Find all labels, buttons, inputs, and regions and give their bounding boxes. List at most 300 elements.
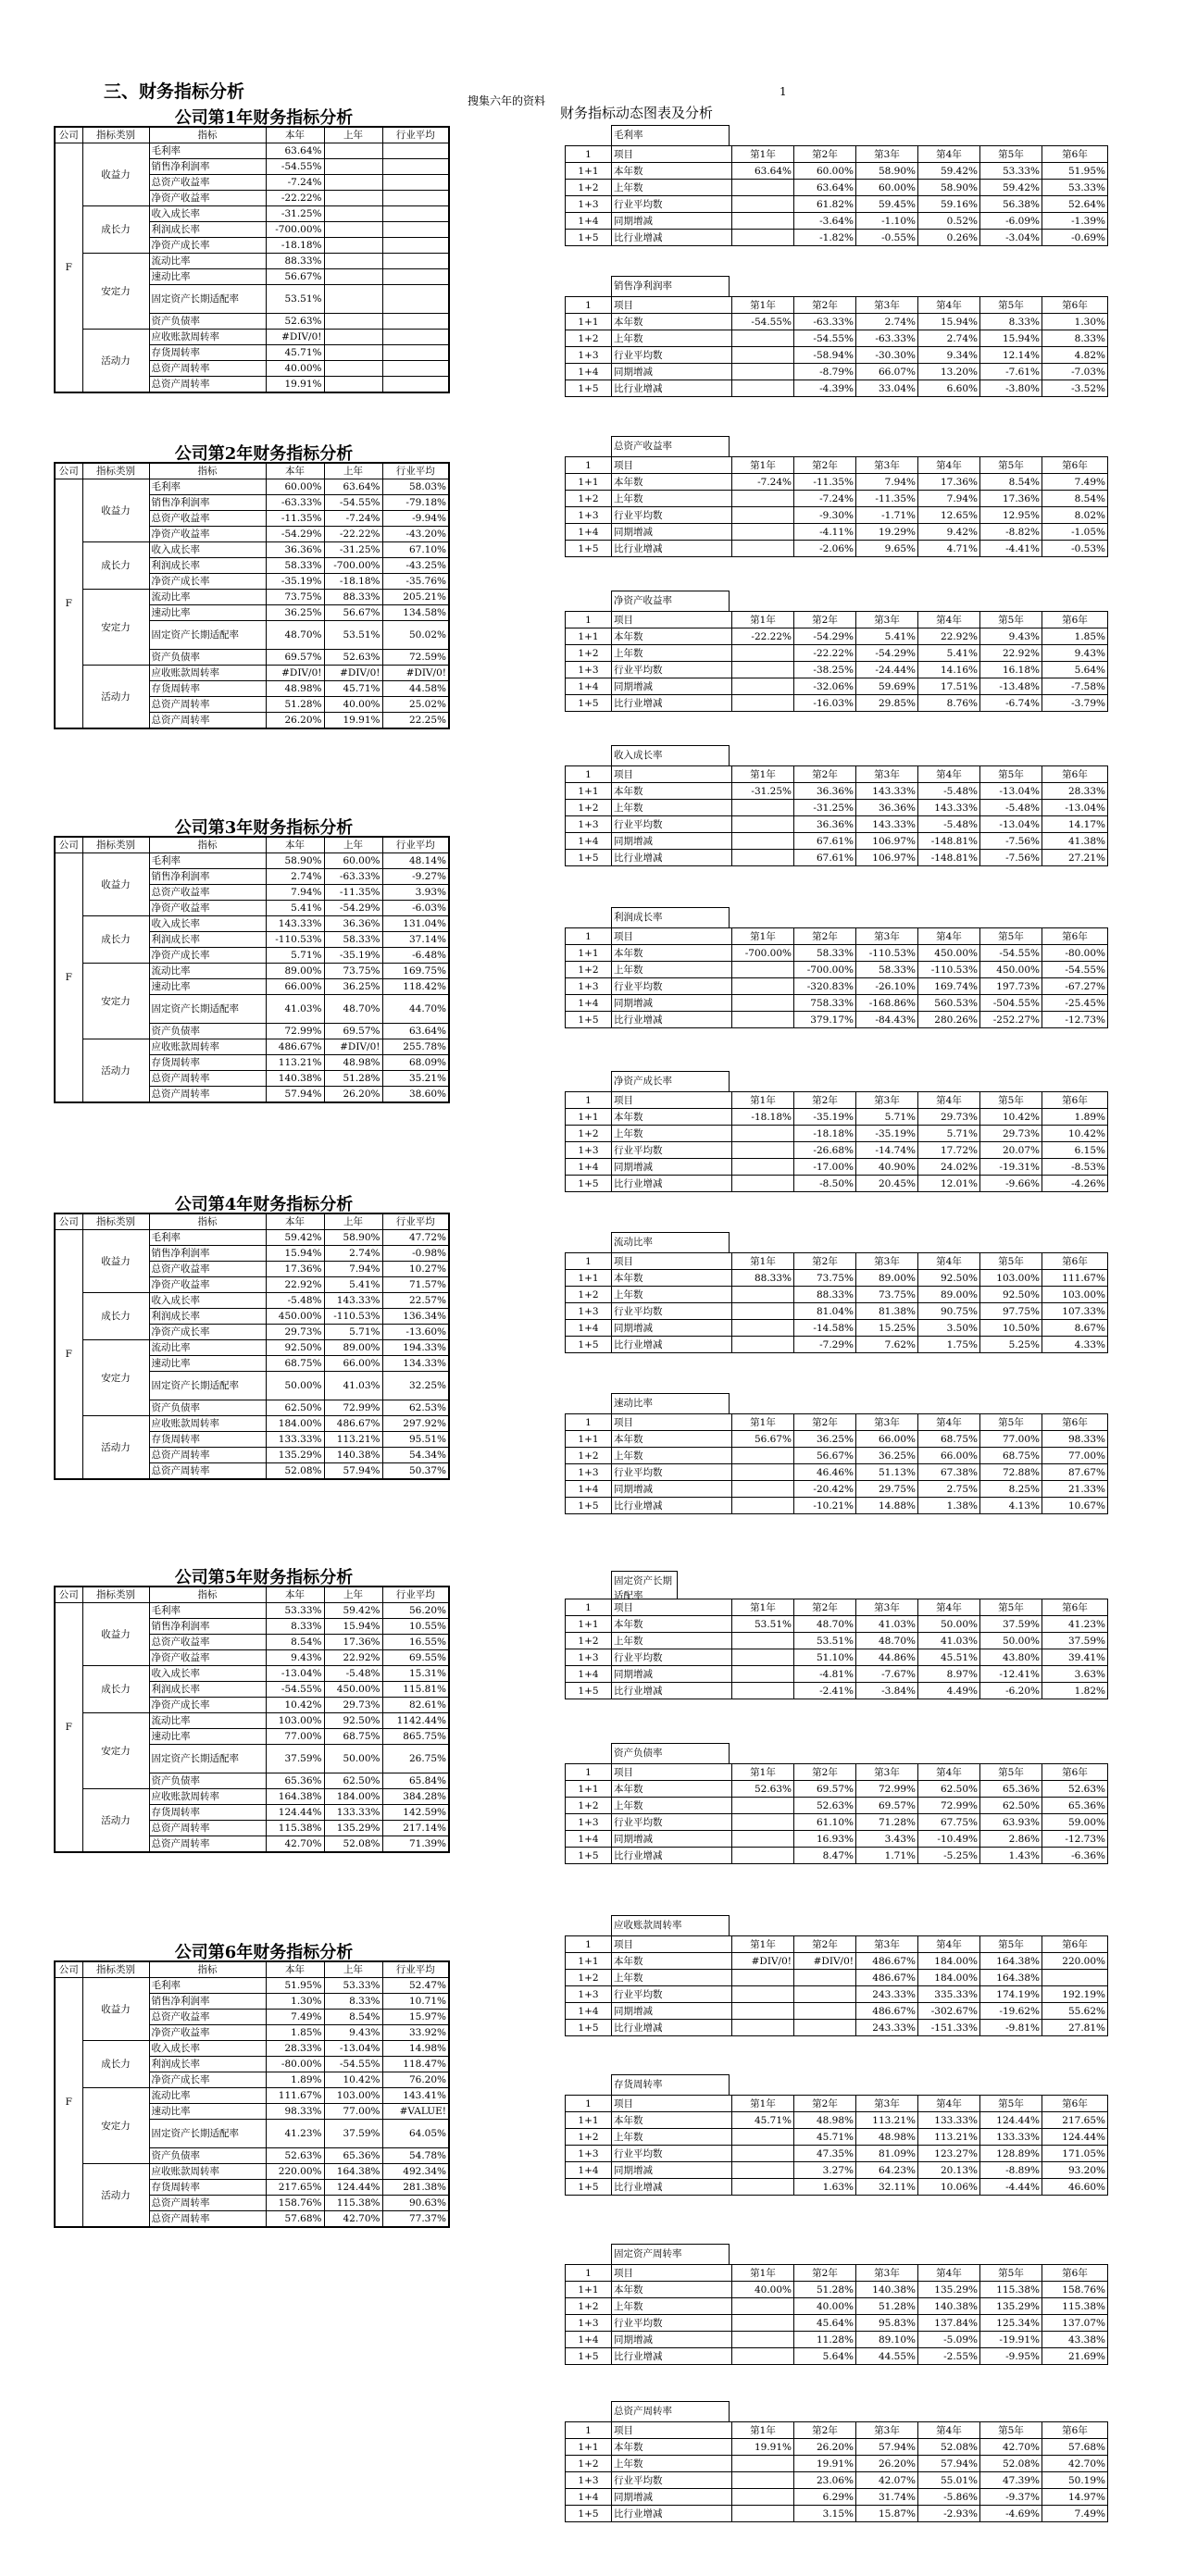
row-id: 1+1 bbox=[566, 1270, 612, 1287]
value-cell: 27.21% bbox=[1042, 850, 1108, 866]
value-cell: -0.98% bbox=[382, 1246, 449, 1262]
row-label: 同期增减 bbox=[612, 1831, 732, 1848]
value-cell bbox=[732, 2003, 794, 2020]
header-cell: 第4年 bbox=[918, 928, 980, 945]
value-cell: -63.33% bbox=[856, 330, 918, 347]
indicator-name: 资产负债率 bbox=[149, 1773, 266, 1789]
header-cell: 第5年 bbox=[980, 1936, 1042, 1953]
indicator-name: 利润成长率 bbox=[149, 2057, 266, 2072]
metric-10-table bbox=[565, 1599, 1108, 1699]
value-cell: 19.91% bbox=[794, 2456, 856, 2472]
value-cell: 1.82% bbox=[1042, 1683, 1108, 1699]
header-cell: 第3年 bbox=[856, 766, 918, 783]
value-cell: 8.54% bbox=[266, 1635, 324, 1650]
value-cell: 68.75% bbox=[266, 1356, 324, 1372]
value-cell: 16.93% bbox=[794, 1831, 856, 1848]
value-cell: 39.41% bbox=[1042, 1649, 1108, 1666]
row-id: 1+5 bbox=[566, 850, 612, 866]
value-cell: 69.57% bbox=[266, 650, 324, 666]
value-cell: 1.89% bbox=[266, 2072, 324, 2088]
row-id: 1+4 bbox=[566, 1666, 612, 1683]
value-cell: -5.48% bbox=[980, 800, 1042, 816]
value-cell: 140.38% bbox=[266, 1071, 324, 1087]
value-cell: 158.76% bbox=[266, 2196, 324, 2211]
row-label: 行业平均数 bbox=[612, 1142, 732, 1159]
row-label: 上年数 bbox=[612, 1633, 732, 1649]
value-cell bbox=[732, 1831, 794, 1848]
metric-12-table bbox=[565, 1935, 1108, 2036]
value-cell: 118.42% bbox=[382, 979, 449, 995]
row-id: 1+4 bbox=[566, 1481, 612, 1498]
indicator-name: 销售净利润率 bbox=[149, 159, 266, 175]
value-cell bbox=[382, 361, 449, 377]
value-cell: -7.24% bbox=[324, 511, 382, 527]
row-id: 1+3 bbox=[566, 978, 612, 995]
metric-15-table bbox=[565, 2421, 1108, 2522]
value-cell: -5.48% bbox=[324, 1666, 382, 1682]
category-cell: 安定力 bbox=[82, 964, 149, 1039]
value-cell: -8.82% bbox=[980, 524, 1042, 541]
value-cell: 88.33% bbox=[266, 254, 324, 269]
year-4-title: 公司第4年财务指标分析 bbox=[174, 1195, 354, 1214]
value-cell: 57.68% bbox=[1042, 2439, 1108, 2456]
metric-10-title: 固定资产长期适配率 bbox=[611, 1571, 678, 1599]
value-cell bbox=[794, 1986, 856, 2003]
category-cell: 成长力 bbox=[82, 542, 149, 590]
value-cell: -4.26% bbox=[1042, 1176, 1108, 1192]
value-cell: 136.34% bbox=[382, 1309, 449, 1325]
value-cell: 93.20% bbox=[1042, 2162, 1108, 2179]
value-cell: -17.00% bbox=[794, 1159, 856, 1176]
row-label: 同期增减 bbox=[612, 995, 732, 1012]
value-cell: -9.37% bbox=[980, 2489, 1042, 2506]
value-cell: 22.92% bbox=[980, 645, 1042, 662]
value-cell bbox=[324, 330, 382, 345]
value-cell: 384.28% bbox=[382, 1789, 449, 1805]
value-cell: 21.33% bbox=[1042, 1481, 1108, 1498]
value-cell: -10.21% bbox=[794, 1498, 856, 1514]
header-cell: 第5年 bbox=[980, 1599, 1042, 1616]
value-cell: 81.38% bbox=[856, 1303, 918, 1320]
value-cell: -168.86% bbox=[856, 995, 918, 1012]
value-cell: 32.11% bbox=[856, 2179, 918, 2196]
value-cell: 140.38% bbox=[324, 1448, 382, 1463]
value-cell: 7.62% bbox=[856, 1337, 918, 1353]
header-cell: 本年 bbox=[266, 127, 324, 143]
value-cell: #VALUE! bbox=[382, 2104, 449, 2120]
value-cell: -0.53% bbox=[1042, 541, 1108, 557]
value-cell: -148.81% bbox=[918, 833, 980, 850]
value-cell: 217.65% bbox=[1042, 2112, 1108, 2129]
value-cell: 65.36% bbox=[1042, 1798, 1108, 1814]
value-cell: 57.94% bbox=[918, 2456, 980, 2472]
header-cell: 第3年 bbox=[856, 928, 918, 945]
category-cell: 活动力 bbox=[82, 1789, 149, 1853]
header-cell: 第6年 bbox=[1042, 1092, 1108, 1109]
value-cell: 44.86% bbox=[856, 1649, 918, 1666]
value-cell: 50.00% bbox=[266, 1372, 324, 1400]
value-cell: 124.44% bbox=[1042, 2129, 1108, 2146]
value-cell: 192.19% bbox=[1042, 1986, 1108, 2003]
value-cell: -9.30% bbox=[794, 507, 856, 524]
value-cell: 174.19% bbox=[980, 1986, 1042, 2003]
value-cell: -13.04% bbox=[266, 1666, 324, 1682]
value-cell: 52.63% bbox=[1042, 1781, 1108, 1798]
indicator-name: 应收账款周转率 bbox=[149, 1416, 266, 1432]
value-cell: 69.57% bbox=[856, 1798, 918, 1814]
value-cell: 45.51% bbox=[918, 1649, 980, 1666]
value-cell: 62.50% bbox=[980, 1798, 1042, 1814]
value-cell: -35.76% bbox=[382, 574, 449, 590]
value-cell: 28.33% bbox=[1042, 783, 1108, 800]
row-label: 本年数 bbox=[612, 2112, 732, 2129]
value-cell: -43.25% bbox=[382, 558, 449, 574]
indicator-name: 毛利率 bbox=[149, 1603, 266, 1619]
value-cell: 1.85% bbox=[266, 2025, 324, 2041]
value-cell: -18.18% bbox=[732, 1109, 794, 1126]
value-cell: 51.28% bbox=[324, 1071, 382, 1087]
value-cell: 9.42% bbox=[918, 524, 980, 541]
value-cell: 50.00% bbox=[980, 1633, 1042, 1649]
header-cell: 第5年 bbox=[980, 1092, 1042, 1109]
value-cell: 135.29% bbox=[266, 1448, 324, 1463]
value-cell: 10.42% bbox=[980, 1109, 1042, 1126]
value-cell: 6.29% bbox=[794, 2489, 856, 2506]
value-cell: -13.04% bbox=[324, 2041, 382, 2057]
header-cell: 第3年 bbox=[856, 1414, 918, 1431]
metric-6-table bbox=[565, 927, 1108, 1028]
row-id: 1+4 bbox=[566, 1831, 612, 1848]
header-cell: 第1年 bbox=[732, 1253, 794, 1270]
row-label: 上年数 bbox=[612, 1448, 732, 1464]
value-cell: -7.56% bbox=[980, 850, 1042, 866]
header-cell: 第2年 bbox=[794, 2422, 856, 2439]
metric-4-table bbox=[565, 611, 1108, 712]
value-cell: 13.20% bbox=[918, 364, 980, 380]
value-cell: 8.67% bbox=[1042, 1320, 1108, 1337]
value-cell: 55.62% bbox=[1042, 2003, 1108, 2020]
row-id: 1 bbox=[566, 928, 612, 945]
metric-4-title: 净资产收益率 bbox=[611, 591, 730, 611]
header-cell: 指标 bbox=[149, 127, 266, 143]
value-cell: 44.70% bbox=[382, 995, 449, 1024]
value-cell: 450.00% bbox=[918, 945, 980, 962]
value-cell: 58.33% bbox=[266, 558, 324, 574]
value-cell: 52.08% bbox=[918, 2439, 980, 2456]
value-cell: 51.13% bbox=[856, 1464, 918, 1481]
value-cell: 7.94% bbox=[324, 1262, 382, 1277]
value-cell: -18.18% bbox=[794, 1126, 856, 1142]
indicator-name: 流动比率 bbox=[149, 964, 266, 979]
row-id: 1+1 bbox=[566, 1616, 612, 1633]
company-cell: F bbox=[55, 1978, 82, 2228]
indicator-name: 应收账款周转率 bbox=[149, 2164, 266, 2180]
header-cell: 第4年 bbox=[918, 1936, 980, 1953]
value-cell: 134.58% bbox=[382, 605, 449, 621]
value-cell bbox=[732, 816, 794, 833]
row-label: 比行业增减 bbox=[612, 1337, 732, 1353]
value-cell: 65.36% bbox=[324, 2148, 382, 2164]
value-cell bbox=[732, 507, 794, 524]
header-cell: 本年 bbox=[266, 1961, 324, 1978]
indicator-name: 利润成长率 bbox=[149, 932, 266, 948]
row-label: 比行业增减 bbox=[612, 2020, 732, 2036]
header-cell: 上年 bbox=[324, 463, 382, 479]
value-cell bbox=[732, 1126, 794, 1142]
value-cell: 137.84% bbox=[918, 2315, 980, 2332]
header-cell: 指标类别 bbox=[82, 1961, 149, 1978]
header-cell: 第6年 bbox=[1042, 766, 1108, 783]
header-cell: 行业平均 bbox=[382, 1213, 449, 1230]
row-id: 1+1 bbox=[566, 1781, 612, 1798]
value-cell: 29.73% bbox=[918, 1109, 980, 1126]
value-cell: -700.00% bbox=[324, 558, 382, 574]
value-cell: 15.94% bbox=[918, 314, 980, 330]
indicator-name: 固定资产长期适配率 bbox=[149, 1372, 266, 1400]
value-cell: 43.38% bbox=[1042, 2332, 1108, 2348]
header-cell: 第2年 bbox=[794, 297, 856, 314]
value-cell bbox=[382, 314, 449, 330]
row-label: 行业平均数 bbox=[612, 662, 732, 678]
value-cell bbox=[324, 285, 382, 314]
row-label: 比行业增减 bbox=[612, 695, 732, 712]
header-cell: 第3年 bbox=[856, 1253, 918, 1270]
value-cell: 40.00% bbox=[794, 2298, 856, 2315]
value-cell: 88.33% bbox=[324, 590, 382, 605]
value-cell: -1.10% bbox=[856, 213, 918, 230]
row-label: 上年数 bbox=[612, 645, 732, 662]
value-cell: -19.62% bbox=[980, 2003, 1042, 2020]
indicator-name: 收入成长率 bbox=[149, 206, 266, 222]
row-id: 1+3 bbox=[566, 2472, 612, 2489]
value-cell: -700.00% bbox=[732, 945, 794, 962]
value-cell bbox=[732, 213, 794, 230]
value-cell: 280.26% bbox=[918, 1012, 980, 1028]
value-cell: -5.25% bbox=[918, 1848, 980, 1864]
value-cell: 52.63% bbox=[324, 650, 382, 666]
header-cell: 行业平均 bbox=[382, 1587, 449, 1603]
metric-6-title: 利润成长率 bbox=[611, 907, 730, 927]
value-cell bbox=[732, 2020, 794, 2036]
value-cell: 89.00% bbox=[266, 964, 324, 979]
value-cell: 73.75% bbox=[794, 1270, 856, 1287]
value-cell: 50.19% bbox=[1042, 2472, 1108, 2489]
value-cell: 12.01% bbox=[918, 1176, 980, 1192]
header-cell: 第1年 bbox=[732, 1764, 794, 1781]
value-cell: 22.92% bbox=[266, 1277, 324, 1293]
value-cell: 8.33% bbox=[266, 1619, 324, 1635]
row-label: 本年数 bbox=[612, 314, 732, 330]
value-cell: -8.79% bbox=[794, 364, 856, 380]
value-cell: 76.20% bbox=[382, 2072, 449, 2088]
value-cell: -9.95% bbox=[980, 2348, 1042, 2365]
value-cell bbox=[732, 180, 794, 196]
value-cell: -7.61% bbox=[980, 364, 1042, 380]
value-cell bbox=[732, 2179, 794, 2196]
row-label: 同期增减 bbox=[612, 1159, 732, 1176]
header-cell: 第3年 bbox=[856, 1092, 918, 1109]
value-cell: 65.36% bbox=[266, 1773, 324, 1789]
row-label: 同期增减 bbox=[612, 833, 732, 850]
value-cell bbox=[324, 175, 382, 191]
row-id: 1+3 bbox=[566, 662, 612, 678]
indicator-name: 利润成长率 bbox=[149, 1309, 266, 1325]
value-cell: 4.49% bbox=[918, 1683, 980, 1699]
row-id: 1 bbox=[566, 2422, 612, 2439]
value-cell: -13.48% bbox=[980, 678, 1042, 695]
value-cell: 17.36% bbox=[324, 1635, 382, 1650]
value-cell bbox=[324, 238, 382, 254]
value-cell: 16.18% bbox=[980, 662, 1042, 678]
indicator-name: 速动比率 bbox=[149, 605, 266, 621]
indicator-name: 应收账款周转率 bbox=[149, 666, 266, 681]
value-cell bbox=[732, 230, 794, 246]
row-label: 同期增减 bbox=[612, 364, 732, 380]
row-label: 比行业增减 bbox=[612, 850, 732, 866]
row-id: 1+1 bbox=[566, 314, 612, 330]
metric-14-title: 固定资产周转率 bbox=[611, 2244, 730, 2264]
value-cell: 37.59% bbox=[1042, 1633, 1108, 1649]
value-cell: 135.29% bbox=[980, 2298, 1042, 2315]
value-cell: 71.28% bbox=[856, 1814, 918, 1831]
value-cell: 41.38% bbox=[1042, 833, 1108, 850]
value-cell: 58.90% bbox=[918, 180, 980, 196]
value-cell: 67.10% bbox=[382, 542, 449, 558]
value-cell: -38.25% bbox=[794, 662, 856, 678]
value-cell: 111.67% bbox=[1042, 1270, 1108, 1287]
value-cell bbox=[732, 1448, 794, 1464]
header-cell: 第4年 bbox=[918, 2265, 980, 2282]
category-cell: 安定力 bbox=[82, 1713, 149, 1789]
header-cell: 指标 bbox=[149, 1213, 266, 1230]
company-cell: F bbox=[55, 479, 82, 729]
indicator-name: 销售净利润率 bbox=[149, 495, 266, 511]
row-id: 1+1 bbox=[566, 945, 612, 962]
value-cell: 36.36% bbox=[794, 783, 856, 800]
value-cell: 140.38% bbox=[918, 2298, 980, 2315]
metric-2-title: 销售净利润率 bbox=[611, 276, 730, 296]
value-cell: 48.70% bbox=[856, 1633, 918, 1649]
value-cell: 52.64% bbox=[1042, 196, 1108, 213]
value-cell: 335.33% bbox=[918, 1986, 980, 2003]
indicator-name: 速动比率 bbox=[149, 979, 266, 995]
value-cell: -9.81% bbox=[980, 2020, 1042, 2036]
value-cell: 133.33% bbox=[266, 1432, 324, 1448]
header-cell: 第1年 bbox=[732, 928, 794, 945]
value-cell bbox=[732, 833, 794, 850]
row-id: 1+1 bbox=[566, 783, 612, 800]
value-cell bbox=[732, 2162, 794, 2179]
indicator-name: 总资产收益率 bbox=[149, 511, 266, 527]
value-cell: 560.53% bbox=[918, 995, 980, 1012]
value-cell: 7.49% bbox=[1042, 474, 1108, 491]
value-cell bbox=[732, 1666, 794, 1683]
value-cell: 486.67% bbox=[324, 1416, 382, 1432]
value-cell: 92.50% bbox=[266, 1340, 324, 1356]
value-cell: 22.92% bbox=[918, 628, 980, 645]
year-1-title: 公司第1年财务指标分析 bbox=[174, 108, 354, 128]
row-id: 1+2 bbox=[566, 2298, 612, 2315]
value-cell: 19.91% bbox=[732, 2439, 794, 2456]
value-cell: 48.98% bbox=[266, 681, 324, 697]
value-cell: 15.87% bbox=[856, 2506, 918, 2522]
row-id: 1+5 bbox=[566, 1337, 612, 1353]
row-id: 1+2 bbox=[566, 1126, 612, 1142]
value-cell: 48.98% bbox=[324, 1055, 382, 1071]
header-cell: 第6年 bbox=[1042, 2265, 1108, 2282]
value-cell bbox=[732, 196, 794, 213]
value-cell bbox=[732, 1464, 794, 1481]
header-cell: 公司 bbox=[55, 1587, 82, 1603]
value-cell bbox=[324, 254, 382, 269]
value-cell bbox=[324, 191, 382, 206]
header-cell: 第4年 bbox=[918, 1414, 980, 1431]
value-cell: 53.51% bbox=[266, 285, 324, 314]
value-cell: 62.53% bbox=[382, 1400, 449, 1416]
value-cell: 3.93% bbox=[382, 885, 449, 901]
header-cell: 第4年 bbox=[918, 1253, 980, 1270]
value-cell: 137.07% bbox=[1042, 2315, 1108, 2332]
dynamic-charts-title: 财务指标动态图表及分析 bbox=[560, 105, 714, 121]
value-cell: -18.18% bbox=[324, 574, 382, 590]
value-cell bbox=[732, 850, 794, 866]
header-cell: 项目 bbox=[612, 612, 732, 628]
value-cell: 7.94% bbox=[856, 474, 918, 491]
value-cell: 217.14% bbox=[382, 1821, 449, 1836]
value-cell: -12.73% bbox=[1042, 1012, 1108, 1028]
value-cell bbox=[732, 2298, 794, 2315]
category-cell: 成长力 bbox=[82, 206, 149, 254]
value-cell: -20.42% bbox=[794, 1481, 856, 1498]
metric-3-table bbox=[565, 456, 1108, 557]
value-cell: 17.72% bbox=[918, 1142, 980, 1159]
value-cell: 42.70% bbox=[266, 1836, 324, 1853]
row-label: 本年数 bbox=[612, 1270, 732, 1287]
value-cell: -1.71% bbox=[856, 507, 918, 524]
indicator-name: 总资产周转率 bbox=[149, 1463, 266, 1480]
value-cell: 36.36% bbox=[324, 916, 382, 932]
category-cell: 活动力 bbox=[82, 666, 149, 729]
value-cell: 9.43% bbox=[1042, 645, 1108, 662]
metric-12-title: 应收账款周转率 bbox=[611, 1915, 730, 1935]
value-cell: -54.55% bbox=[324, 2057, 382, 2072]
metric-1-table bbox=[565, 145, 1108, 246]
header-cell: 项目 bbox=[612, 1414, 732, 1431]
value-cell: -3.80% bbox=[980, 380, 1042, 397]
value-cell: -1.05% bbox=[1042, 524, 1108, 541]
value-cell: 59.42% bbox=[918, 163, 980, 180]
value-cell: 8.76% bbox=[918, 695, 980, 712]
value-cell: 57.94% bbox=[266, 1087, 324, 1103]
value-cell: 43.80% bbox=[980, 1649, 1042, 1666]
row-label: 行业平均数 bbox=[612, 1649, 732, 1666]
indicator-name: 净资产收益率 bbox=[149, 2025, 266, 2041]
value-cell: 486.67% bbox=[856, 1970, 918, 1986]
value-cell: 81.09% bbox=[856, 2146, 918, 2162]
row-label: 比行业增减 bbox=[612, 380, 732, 397]
value-cell: -4.81% bbox=[794, 1666, 856, 1683]
value-cell: 63.64% bbox=[324, 479, 382, 495]
value-cell: 12.95% bbox=[980, 507, 1042, 524]
row-id: 1+3 bbox=[566, 1142, 612, 1159]
row-label: 上年数 bbox=[612, 800, 732, 816]
row-id: 1+2 bbox=[566, 645, 612, 662]
value-cell: 2.75% bbox=[918, 1481, 980, 1498]
value-cell: -22.22% bbox=[324, 527, 382, 542]
value-cell: -5.48% bbox=[918, 816, 980, 833]
value-cell: 77.00% bbox=[266, 1729, 324, 1745]
row-label: 本年数 bbox=[612, 163, 732, 180]
